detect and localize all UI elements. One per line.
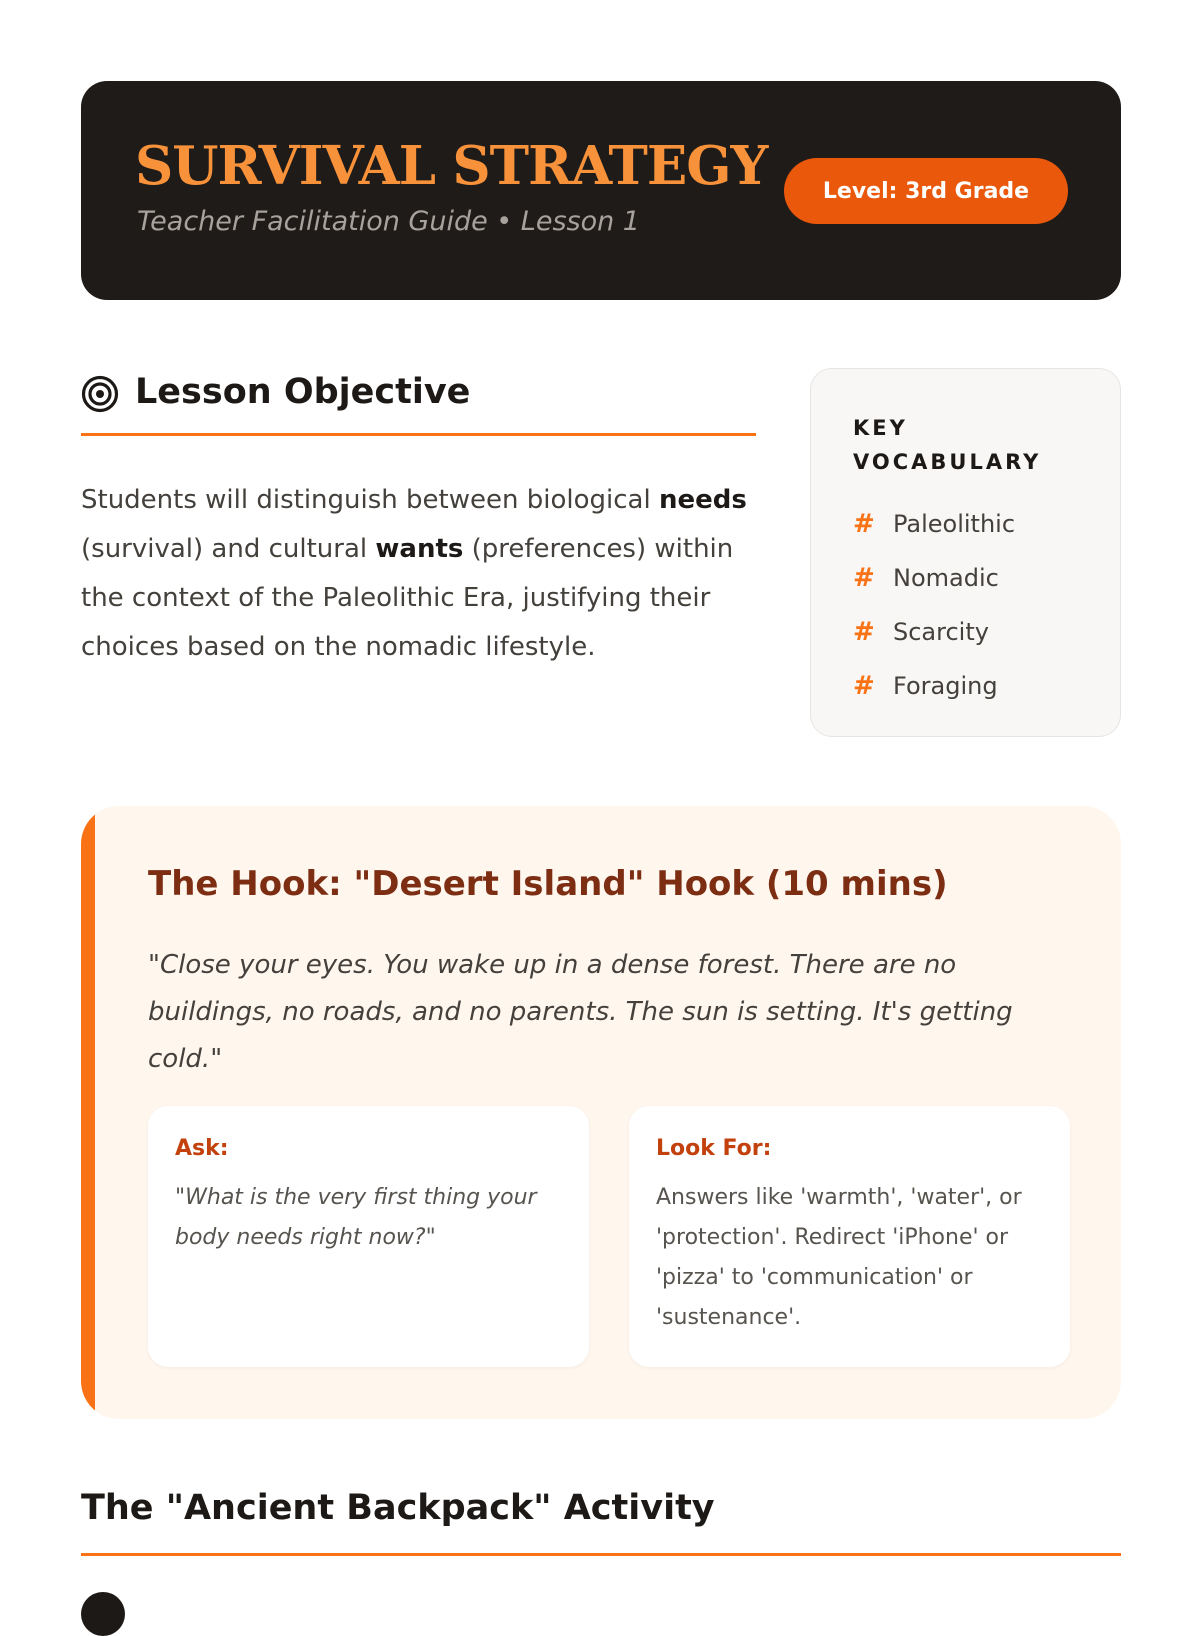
- vocabulary-list: [853, 497, 1015, 713]
- vocabulary-item: # Nomadic: [853, 563, 999, 593]
- look-for-label: Look For:: [656, 1136, 772, 1161]
- lesson-header: [81, 81, 1121, 300]
- activity-heading-row: [81, 1486, 1121, 1556]
- hash-icon: #: [853, 509, 875, 539]
- level-badge: Level: 3rd Grade: [784, 158, 1068, 224]
- look-for-text: Answers like 'warmth', 'water', or 'protection'. Redirect 'iPhone' or 'pizza' to 'communication' or 'sustenance'.: [656, 1185, 1022, 1330]
- vocabulary-item: # Scarcity: [853, 617, 989, 647]
- target-icon: [81, 375, 119, 413]
- ask-label: Ask:: [175, 1136, 229, 1161]
- objective-text: Students will distinguish between biological needs (survival) and cultural wants (preferences) within the context of the Paleolithic Era, justifying their choices based on the nomadic lifestyle.: [81, 485, 747, 662]
- hash-icon: #: [853, 617, 875, 647]
- ask-text: "What is the very first thing your body needs right now?": [175, 1185, 537, 1250]
- hook-quote: "Close your eyes. You wake up in a dense forest. There are no buildings, no roads, and no parents. The sun is setting. It's getting cold.": [148, 950, 1013, 1074]
- page-subtitle: Teacher Facilitation Guide • Lesson 1: [137, 206, 640, 237]
- look-for-card: [629, 1106, 1070, 1367]
- needs-term: needs: [658, 485, 747, 515]
- wants-term: wants: [375, 534, 464, 564]
- objective-heading-row: [81, 370, 756, 436]
- hook-title: The Hook: "Desert Island" Hook (10 mins): [148, 864, 948, 904]
- hook-card: [81, 806, 1121, 1419]
- vocabulary-heading: KEY VOCABULARY: [853, 416, 1042, 474]
- vocabulary-item: # Foraging: [853, 671, 998, 701]
- activity-heading: The "Ancient Backpack" Activity: [81, 1488, 715, 1528]
- hash-icon: #: [853, 563, 875, 593]
- ask-card: [148, 1106, 589, 1367]
- step-number-icon: [81, 1592, 125, 1636]
- page-title: SURVIVAL STRATEGY: [135, 135, 768, 197]
- hash-icon: #: [853, 671, 875, 701]
- key-vocabulary-card: [810, 368, 1121, 737]
- hook-accent-bar: [81, 806, 95, 1419]
- vocabulary-item: # Paleolithic: [853, 509, 1016, 539]
- objective-heading: Lesson Objective: [135, 372, 471, 412]
